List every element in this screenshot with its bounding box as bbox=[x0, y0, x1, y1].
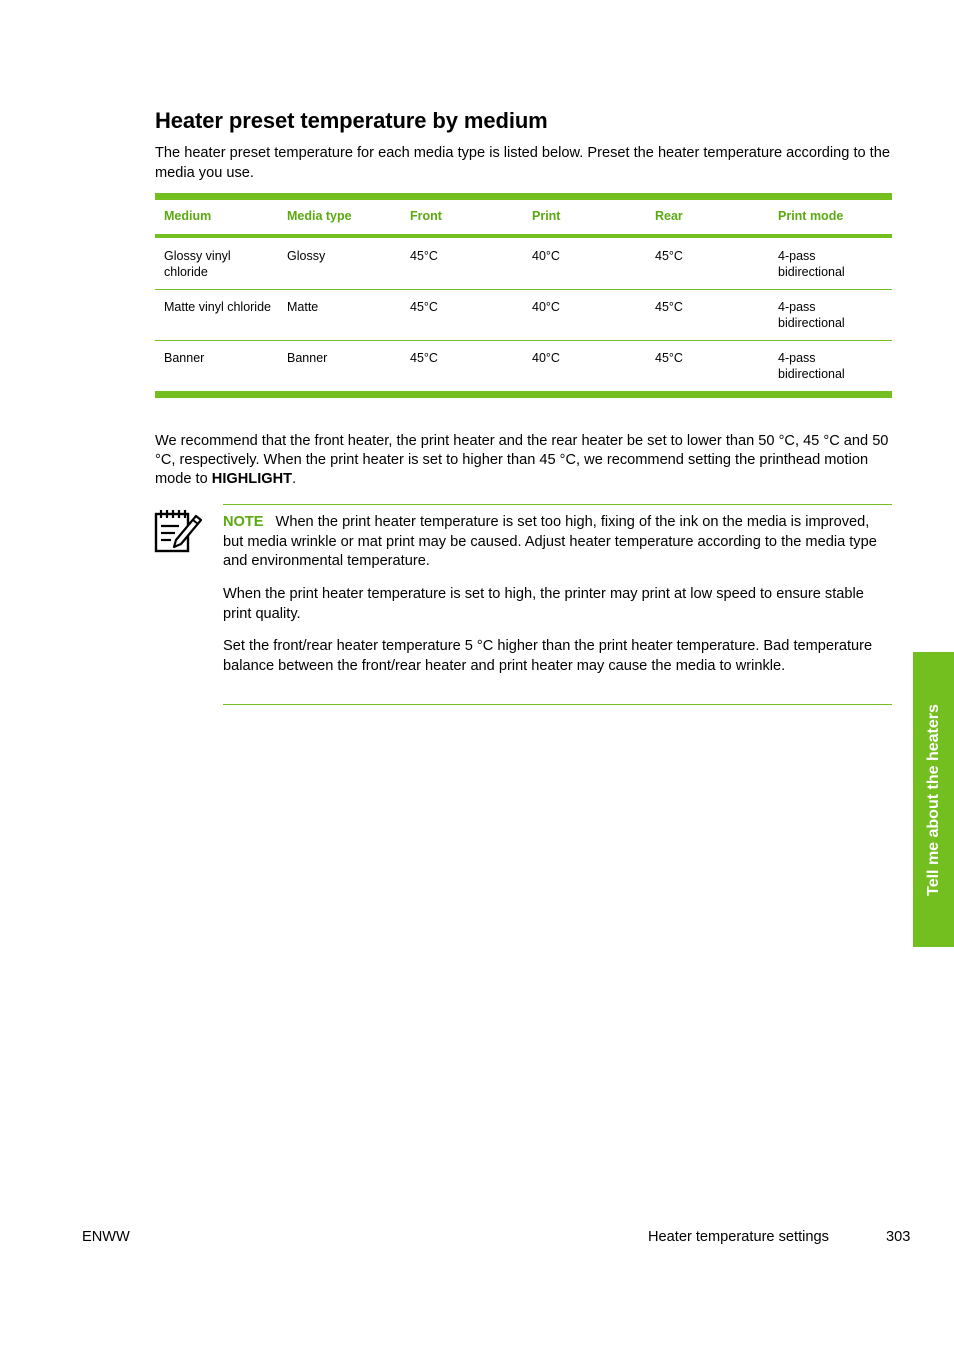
footer-page-number: 303 bbox=[886, 1229, 911, 1245]
cell-front: 45°C bbox=[410, 300, 438, 314]
table-header-rule bbox=[155, 234, 892, 238]
cell-print-mode: 4-pass bidirectional bbox=[778, 351, 845, 381]
footer-section: Heater temperature settings bbox=[648, 1229, 829, 1245]
footer-left: ENWW bbox=[82, 1229, 130, 1245]
cell-medium: Glossy vinyl chloride bbox=[164, 249, 231, 279]
note-paragraph-2: When the print heater temperature is set to high, the printer may print at low speed to ensure stable print quality. bbox=[223, 586, 864, 622]
note-label: NOTE bbox=[223, 514, 264, 530]
page-title: Heater preset temperature by medium bbox=[155, 108, 548, 133]
note-paragraph-1 bbox=[223, 513, 893, 572]
table-bottom-rule bbox=[155, 391, 892, 398]
col-header-media-type: Media type bbox=[287, 209, 352, 223]
cell-media-type: Glossy bbox=[287, 249, 326, 263]
row-divider bbox=[155, 289, 892, 290]
col-header-print: Print bbox=[532, 209, 561, 223]
note-text-1: When the print heater temperature is set too high, fixing of the ink on the media is improved, but media wrinkle or mat print may be caused. Adjust heater temperature according to the media type and environmental temperature. bbox=[223, 514, 877, 569]
row-divider bbox=[155, 340, 892, 341]
cell-media-type: Matte bbox=[287, 300, 319, 314]
cell-media-type: Banner bbox=[287, 351, 328, 365]
cell-print: 40°C bbox=[532, 300, 560, 314]
cell-medium: Banner bbox=[164, 351, 205, 365]
col-header-rear: Rear bbox=[655, 209, 683, 223]
cell-print: 40°C bbox=[532, 351, 560, 365]
recommendation-paragraph bbox=[155, 432, 897, 490]
col-header-medium: Medium bbox=[164, 209, 212, 223]
note-paragraph-3: Set the front/rear heater temperature 5 °C higher than the print heater temperature. Bad temperature balance between the front/rear heater and print heater may cause the media to wrinkle. bbox=[223, 638, 873, 674]
cell-medium: Matte vinyl chloride bbox=[164, 300, 271, 314]
recommendation-end: . bbox=[292, 471, 297, 488]
table-top-rule bbox=[155, 193, 892, 200]
highlight-mode-name: HIGHLIGHT bbox=[211, 471, 293, 488]
chapter-side-tab bbox=[913, 652, 954, 947]
note-top-rule bbox=[223, 504, 892, 505]
chapter-side-tab-label: Tell me about the heaters bbox=[924, 703, 942, 896]
note-bottom-rule bbox=[223, 704, 892, 705]
cell-rear: 45°C bbox=[655, 300, 683, 314]
cell-rear: 45°C bbox=[655, 249, 683, 263]
cell-front: 45°C bbox=[410, 249, 438, 263]
cell-print-mode: 4-pass bidirectional bbox=[778, 249, 845, 279]
recommendation-text: We recommend that the front heater, the print heater and the rear heater be set to lower than 50 °C, 45 °C and 50 °C, respectively. When the print heater is set to higher than 45 °C, we recommend setting the printhead motion mode to bbox=[155, 433, 889, 488]
col-header-front: Front bbox=[410, 209, 442, 223]
cell-front: 45°C bbox=[410, 351, 438, 365]
intro-paragraph: The heater preset temperature for each media type is listed below. Preset the heater temperature according to the media you use. bbox=[155, 145, 890, 181]
cell-print: 40°C bbox=[532, 249, 560, 263]
cell-print-mode: 4-pass bidirectional bbox=[778, 300, 845, 330]
cell-rear: 45°C bbox=[655, 351, 683, 365]
note-icon bbox=[153, 507, 203, 555]
col-header-print-mode: Print mode bbox=[778, 209, 844, 223]
